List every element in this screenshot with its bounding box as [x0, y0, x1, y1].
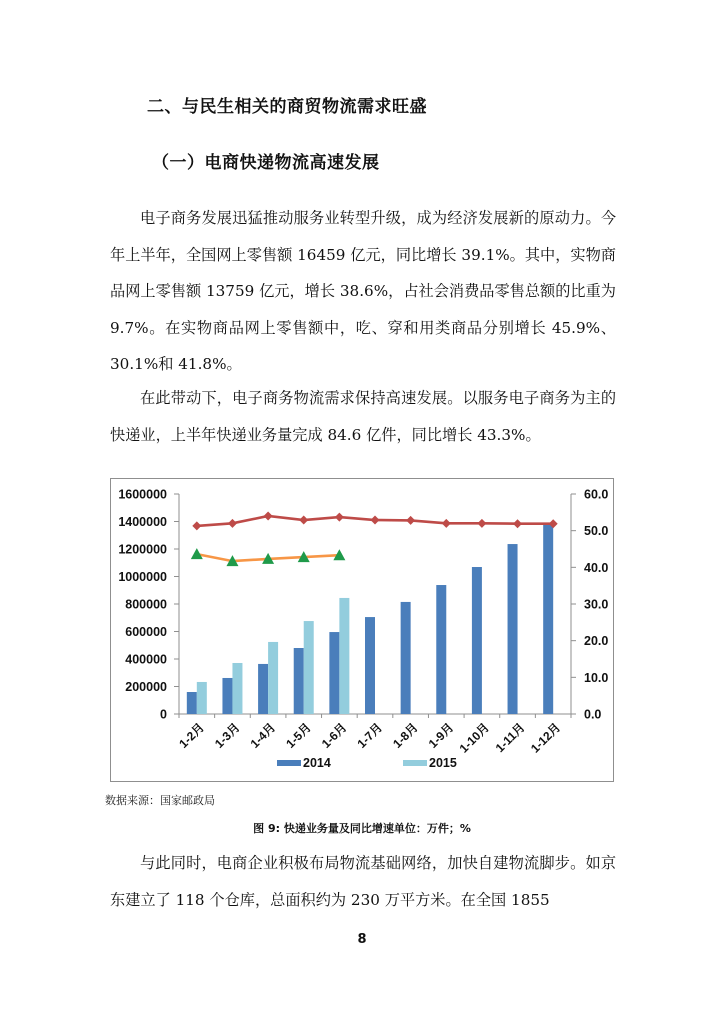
left-tick-label: 1600000	[118, 487, 167, 502]
left-tick-label: 1000000	[118, 570, 167, 584]
section-heading: 二、与民生相关的商贸物流需求旺盛	[147, 97, 427, 117]
bar-2015	[197, 682, 207, 714]
bar-2015	[339, 598, 349, 714]
express-volume-chart	[111, 479, 615, 783]
figure-caption: 图 9: 快递业务量及同比增速单位：万件；%	[253, 822, 471, 835]
legend-swatch-2015	[403, 760, 427, 766]
left-tick-label: 400000	[125, 652, 167, 667]
right-tick-label: 30.0	[584, 597, 609, 612]
page-number: 8	[357, 932, 367, 947]
left-tick-label: 1200000	[118, 542, 167, 557]
category-label: 1-6月	[318, 720, 350, 751]
bar-2014	[258, 664, 268, 714]
diamond-marker	[228, 519, 237, 528]
category-label: 1-10月	[456, 720, 493, 756]
paragraph-ecommerce: 电子商务发展迅猛推动服务业转型升级，成为经济发展新的原动力。今年上半年，全国网上零售额 16459 亿元，同比增长 39.1%。其中，实物商品网上零售额 13759 亿元，增长 38.6%，占社会消费品零售总额的比重为 9.7%。在实物商品网上零售额中，吃、穿和用类商品分别增长 45.9%、30.1%和 41.8%。	[110, 209, 616, 373]
bar-2014	[508, 544, 518, 714]
paragraph-express: 在此带动下，电子商务物流需求保持高速发展。以服务电子商务为主的快递业，上半年快递业务量完成 84.6 亿件，同比增长 43.3%。	[110, 389, 616, 444]
bar-2014	[294, 648, 304, 714]
category-label: 1-4月	[247, 720, 279, 751]
left-tick-label: 200000	[125, 680, 167, 694]
legend-label-2015: 2015	[429, 756, 457, 770]
category-label: 1-12月	[527, 720, 564, 756]
category-label: 1-3月	[211, 720, 243, 751]
right-tick-label: 0.0	[584, 707, 602, 722]
right-tick-label: 50.0	[584, 524, 609, 539]
diamond-marker	[192, 521, 201, 530]
right-tick-label: 60.0	[584, 487, 609, 502]
bar-2015	[268, 642, 278, 714]
diamond-marker	[335, 513, 344, 522]
diamond-marker	[299, 516, 308, 525]
diamond-marker	[477, 519, 486, 528]
subsection-heading: （一）电商快递物流高速发展	[152, 153, 380, 173]
left-tick-label: 600000	[125, 625, 167, 639]
bar-2014	[401, 602, 411, 714]
category-label: 1-2月	[176, 720, 207, 751]
data-source: 数据来源：国家邮政局	[105, 794, 215, 807]
bar-2014	[436, 585, 446, 714]
diamond-marker	[371, 516, 380, 525]
bar-2014	[187, 692, 197, 714]
right-tick-label: 10.0	[584, 670, 609, 685]
left-tick-label: 1400000	[118, 515, 167, 529]
category-label: 1-5月	[283, 720, 314, 751]
category-label: 1-8月	[390, 720, 421, 751]
bar-2014	[222, 678, 232, 714]
diamond-marker	[406, 516, 415, 525]
category-label: 1-7月	[354, 720, 386, 751]
bar-2014	[472, 567, 482, 714]
category-label: 1-9月	[425, 720, 457, 751]
left-tick-label: 0	[160, 707, 167, 722]
legend-label-2014: 2014	[303, 756, 331, 770]
category-label: 1-11月	[492, 720, 528, 756]
left-tick-label: 800000	[125, 597, 167, 612]
bar-2014	[365, 617, 375, 714]
diamond-marker	[264, 512, 273, 521]
diamond-marker	[442, 519, 451, 528]
right-tick-label: 20.0	[584, 634, 609, 649]
paragraph-jd: 与此同时，电商企业积极布局物流基础网络，加快自建物流脚步。如京东建立了 118 个仓库，总面积约为 230 万平方米。在全国 1855	[110, 854, 616, 909]
bar-2014	[543, 523, 553, 714]
diamond-marker	[513, 519, 522, 528]
right-tick-label: 40.0	[584, 560, 609, 575]
bar-2014	[329, 632, 339, 714]
chart-container	[110, 478, 614, 782]
bar-2015	[232, 663, 242, 714]
legend-swatch-2014	[277, 760, 301, 766]
bar-2015	[304, 621, 314, 714]
